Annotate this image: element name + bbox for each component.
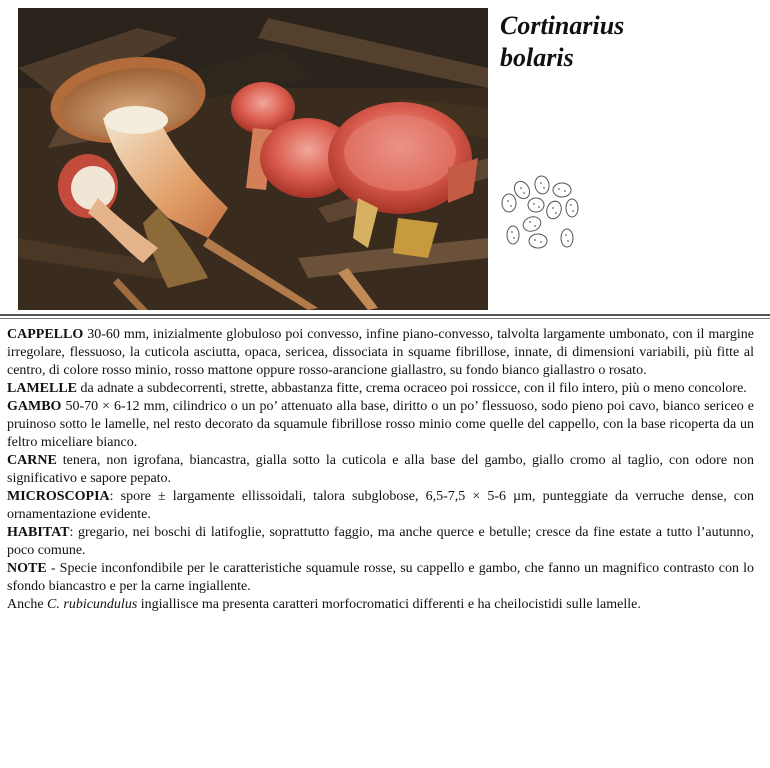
section-text: : spore ± largamente ellissoidali, talora subglobose, 6,5-7,5 × 5-6 µm, punteggiate da verruche dense, con ornamentazione evidente. xyxy=(7,489,754,522)
section-microscopia xyxy=(7,488,754,524)
spore-drawing xyxy=(496,172,588,256)
section-label: MICROSCOPIA xyxy=(7,489,110,504)
anche-prefix: Anche xyxy=(7,597,48,612)
species-epithet: bolaris xyxy=(500,43,574,72)
section-gambo xyxy=(7,398,754,452)
section-label: HABITAT xyxy=(7,525,70,540)
divider-thick xyxy=(0,314,770,316)
section-habitat xyxy=(7,524,754,560)
section-lamelle xyxy=(7,380,754,398)
divider-thin xyxy=(0,318,770,319)
section-label: CARNE xyxy=(7,453,57,468)
section-cappello xyxy=(7,326,754,380)
section-anche xyxy=(7,596,754,614)
section-label: CAPPELLO xyxy=(7,327,84,342)
anche-text: ingiallisce ma presenta caratteri morfocromatici differenti e ha cheilocistidi sulle lamelle. xyxy=(137,597,641,612)
section-label: NOTE xyxy=(7,561,47,576)
section-text: tenera, non igrofana, biancastra, gialla sotto la cuticola e alla base del gambo, giallo cromo al taglio, con odore non significativo e sapore pepato. xyxy=(7,453,754,486)
section-text: - Specie inconfondibile per le caratteristiche squamule rosse, su cappello e gambo, che fanno un magnifico contrasto con lo sfondo biancastro e per la carne ingiallente. xyxy=(7,561,754,594)
section-note xyxy=(7,560,754,596)
section-text: : gregario, nei boschi di latifoglie, soprattutto faggio, ma anche querce e betulle; cresce da fine estate a tutto l’autunno, poco comune. xyxy=(7,525,754,558)
mushroom-photo xyxy=(18,8,488,310)
related-species: C. rubicundulus xyxy=(47,597,138,612)
section-text: 50-70 × 6-12 mm, cilindrico o un po’ attenuato alla base, diritto o un po’ flessuoso, sodo pieno poi cavo, bianco sericeo e pruinoso sotto le lamelle, nel resto decorato da squamule fibrillose rosso minio come quelle del cappello, con la base ricoperta da un feltro miceliare bianco. xyxy=(7,399,754,450)
description-block xyxy=(7,326,754,614)
section-text: 30-60 mm, inizialmente globuloso poi convesso, infine piano-convesso, talvolta largamente umbonato, con il margine irregolare, flessuoso, la cuticola asciutta, opaca, sericea, dissociata in squame fibrillose, innate, di dimensioni variabili, più fitte al centro, di colore rosso minio, rosso mattone oppure rosso-arancione giallastro, su fondo bianco giallastro o rosato. xyxy=(7,327,754,378)
species-title xyxy=(500,10,624,74)
genus-name: Cortinarius xyxy=(500,11,625,40)
section-text: da adnate a subdecorrenti, strette, abbastanza fitte, crema ocraceo poi rossicce, con il filo intero, più o meno concolore. xyxy=(77,381,747,396)
section-label: LAMELLE xyxy=(7,381,78,396)
section-carne xyxy=(7,452,754,488)
section-label: GAMBO xyxy=(7,399,62,414)
